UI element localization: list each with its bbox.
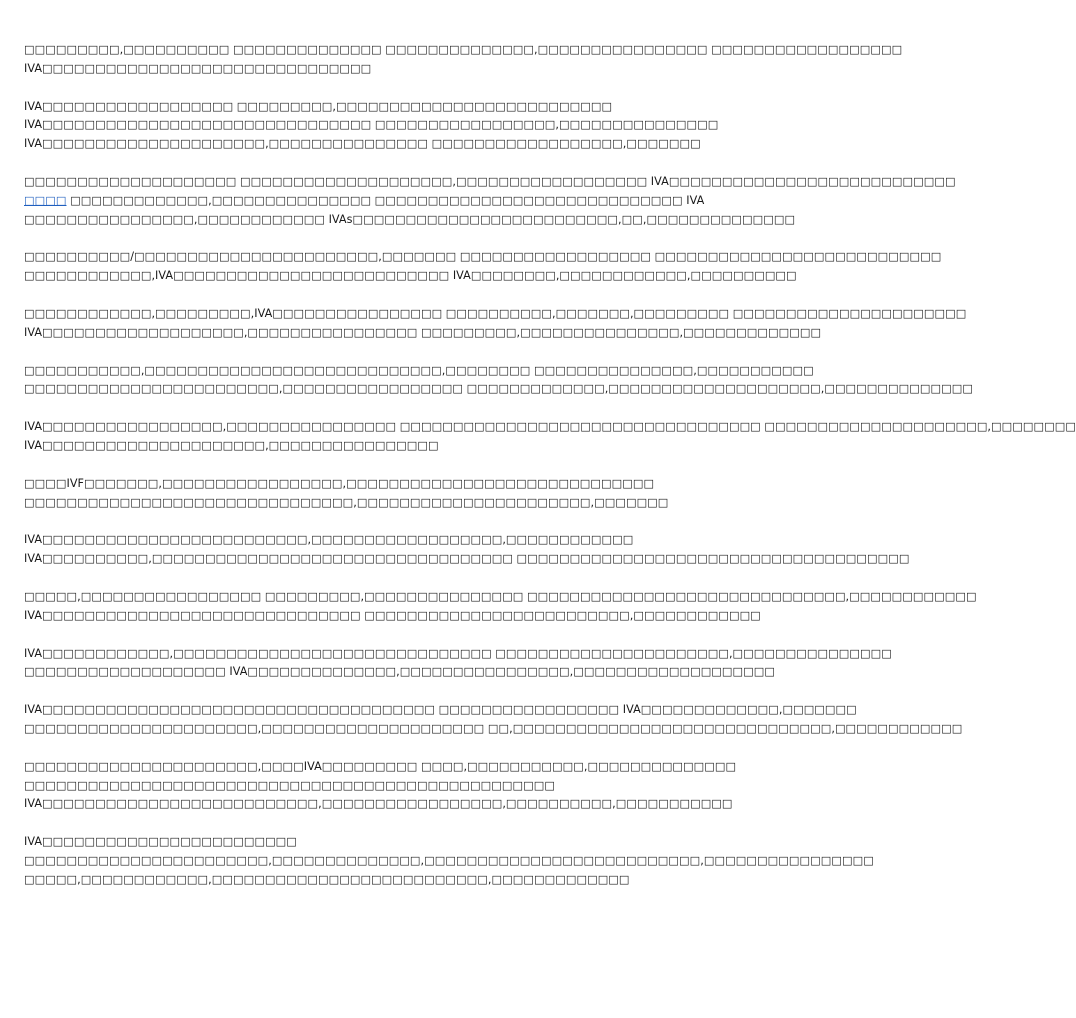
text-line: □□□□□□□□□□□□□□□□□□□□ □□□□□□□□□□□□□□□□□□□□,□□□□□□□□□□□□□□□□□□ IVA□□□□□□□□□□□□□□□□□□□□□□□□□□□ <box>24 174 956 188</box>
inline-link[interactable]: □□□□ <box>24 193 67 207</box>
paragraph <box>24 362 974 400</box>
paragraph <box>24 588 977 626</box>
text-line: □□□□□,□□□□□□□□□□□□,□□□□□□□□□□□□□□□□□□□□□□□□□□,□□□□□□□□□□□□□ <box>24 872 630 886</box>
text-line: IVA□□□□□□□□□□□□□□□□□□□□□□□□□□□□□□ □□□□□□□□□□□□□□□□□□□□□□□□□,□□□□□□□□□□□□ <box>24 608 761 622</box>
paragraph <box>24 475 698 513</box>
text-line: □□□□IVF□□□□□□□,□□□□□□□□□□□□□□□□□,□□□□□□□□□□□□□□□□□□□□□□□□□□□□□ <box>24 476 655 490</box>
text-line: □□□□□□□□□□□□□□□□,□□□□□□□□□□□□ IVAs□□□□□□□□□□□□□□□□□□□□□□□□□,□□,□□□□□□□□□□□□□□ <box>24 212 796 226</box>
text-line: □□□□□□□□□□□,□□□□□□□□□□□□□□□□□□□□□□□□□□□□,□□□□□□□□ □□□□□□□□□□□□□□□,□□□□□□□□□□□ <box>24 363 814 377</box>
text-line <box>24 192 705 211</box>
paragraph <box>24 41 903 79</box>
paragraph <box>24 758 737 814</box>
paragraph <box>24 833 874 889</box>
text-line: □□□□□□□□□□□□□□□□□□□□□□□□□□□□□□□,□□□□□□□□□□□□□□□□□□□□□□,□□□□□□□ <box>24 495 669 509</box>
paragraph <box>24 531 910 569</box>
paragraph <box>24 248 942 286</box>
text-line: IVA□□□□□□□□□□□□□□□□□□ □□□□□□□□□,□□□□□□□□□□□□□□□□□□□□□□□□□□ <box>24 99 613 113</box>
text-line: □□□□□□□□□□□□□□□□□□□□□□□,□□□□□□□□□□□□□□,□□□□□□□□□□□□□□□□□□□□□□□□□□,□□□□□□□□□□□□□□□□ <box>24 853 874 867</box>
text-line: □□□□□□□□□□□□□□□□□□□□□□,□□□□IVA□□□□□□□□□ □□□□,□□□□□□□□□□□,□□□□□□□□□□□□□□ <box>24 759 737 773</box>
text-line: □□□□□□□□□,□□□□□□□□□□ □□□□□□□□□□□□□□ □□□□□□□□□□□□□□,□□□□□□□□□□□□□□□□ □□□□□□□□□□□□□□□□□□ <box>24 43 903 56</box>
text-line: □□□□□□□□□□□□,IVA□□□□□□□□□□□□□□□□□□□□□□□□□□ IVA□□□□□□□□,□□□□□□□□□□□□,□□□□□□□□□□ <box>24 269 797 283</box>
text-line: IVA□□□□□□□□□□□□□□□□□□□□□□□□ <box>24 835 297 849</box>
text-line: IVA□□□□□□□□□□□□,□□□□□□□□□□□□□□□□□□□□□□□□□□□□□□ □□□□□□□□□□□□□□□□□□□□□□,□□□□□□□□□□□□□□□ <box>24 646 892 660</box>
text-line: IVA□□□□□□□□□□□□□□□□□□□□□,□□□□□□□□□□□□□□□□ <box>24 438 439 452</box>
text-line: IVA□□□□□□□□□□□□□□□□□□□□□□□□□□□□□□□□□□□□□ □□□□□□□□□□□□□□□□□ IVA□□□□□□□□□□□□□,□□□□□□□ <box>24 703 857 717</box>
text-line: □□□□□□□□□□□□□□□□□□□□□□□□□□□□□□□□□□□□□□□□□□□□□□□□□□ <box>24 778 556 792</box>
paragraph <box>24 173 956 229</box>
text-line: IVA□□□□□□□□□□□□□□□□□□□□□□□□□□,□□□□□□□□□□□□□□□□□,□□□□□□□□□□,□□□□□□□□□□□ <box>24 797 733 811</box>
text-line: □□□□□□□□□□□□□□□□□□□□□□□□,□□□□□□□□□□□□□□□□□ □□□□□□□□□□□□□,□□□□□□□□□□□□□□□□□□□□,□□□□□□□□□□□□□□ <box>24 382 974 396</box>
paragraph <box>24 645 892 683</box>
text-line: IVA□□□□□□□□□□□□□□□□□□□,□□□□□□□□□□□□□□□□ □□□□□□□□□,□□□□□□□□□□□□□□□,□□□□□□□□□□□□□ <box>24 325 822 339</box>
text-line: IVA□□□□□□□□□□□□□□□□□□□□□□□□□□□□□□□ <box>24 61 372 75</box>
text-line: IVA□□□□□□□□□□□□□□□□□□□□□□□□□,□□□□□□□□□□□□□□□□□□,□□□□□□□□□□□□ <box>24 533 634 547</box>
paragraph <box>24 701 963 739</box>
text-line: □□□□□□□□□□□□□□□□□□□ IVA□□□□□□□□□□□□□□,□□□□□□□□□□□□□□□□,□□□□□□□□□□□□□□□□□□□ <box>24 665 776 679</box>
paragraph <box>24 305 967 343</box>
text-line: □□□□□,□□□□□□□□□□□□□□□□□ □□□□□□□□□,□□□□□□□□□□□□□□□ □□□□□□□□□□□□□□□□□□□□□□□□□□□□□□,□□□□□□□□□□□□ <box>24 589 977 603</box>
text-line: IVA□□□□□□□□□□,□□□□□□□□□□□□□□□□□□□□□□□□□□□□□□□□□□ □□□□□□□□□□□□□□□□□□□□□□□□□□□□□□□□□□□□□ <box>24 552 910 566</box>
text-line: IVA□□□□□□□□□□□□□□□□□□□□□□□□□□□□□□□ □□□□□□□□□□□□□□□□□,□□□□□□□□□□□□□□□ <box>24 118 719 132</box>
text-line: □□□□□□□□□□/□□□□□□□□□□□□□□□□□□□□□□□,□□□□□□□ □□□□□□□□□□□□□□□□□□ □□□□□□□□□□□□□□□□□□□□□□□□□□□ <box>24 250 942 264</box>
paragraph <box>24 98 719 154</box>
text-line: □□□□□□□□□□□□,□□□□□□□□□,IVA□□□□□□□□□□□□□□□□ □□□□□□□□□□,□□□□□□□,□□□□□□□□□ □□□□□□□□□□□□□□□□□□□□□□ <box>24 306 967 320</box>
text-line-rest: □□□□□□□□□□□□□,□□□□□□□□□□□□□□□ □□□□□□□□□□□□□□□□□□□□□□□□□□□□□ IVA <box>66 193 705 207</box>
paragraph <box>24 418 1076 456</box>
text-line: IVA□□□□□□□□□□□□□□□□□□□□□,□□□□□□□□□□□□□□□ □□□□□□□□□□□□□□□□□□,□□□□□□□ <box>24 137 701 151</box>
text-line: □□□□□□□□□□□□□□□□□□□□□□,□□□□□□□□□□□□□□□□□□□□□ □□,□□□□□□□□□□□□□□□□□□□□□□□□□□□□□□,□□□□□□□□□□□□ <box>24 721 963 735</box>
text-line: IVA□□□□□□□□□□□□□□□□□,□□□□□□□□□□□□□□□□ □□□□□□□□□□□□□□□□□□□□□□□□□□□□□□□□□□ □□□□□□□□□□□□□□□□□□□□□,□□□□□□□□ <box>24 420 1076 434</box>
